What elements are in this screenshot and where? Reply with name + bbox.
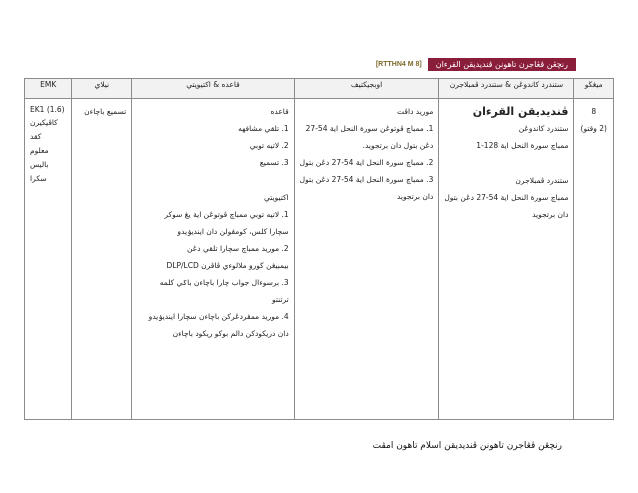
table-header-row <box>25 79 614 99</box>
header-objective: اوبجيكتيف <box>294 79 439 99</box>
page-header <box>376 58 576 71</box>
objective-item: 2. ممباچ سورة النحل اية 54-27 دڠن بتول <box>299 158 434 167</box>
activity-item: ترتنتو <box>271 295 289 304</box>
rule-title: قاعده <box>270 107 289 116</box>
rule-item: 1. تلقي مشافهه <box>238 124 289 133</box>
cell-standard <box>439 99 574 420</box>
rule-item: 3. تسميع <box>259 158 289 167</box>
activity-title: اكتيويتي <box>264 193 289 202</box>
lesson-plan-table <box>24 78 614 420</box>
sp-line-1: ممباچ سورة النحل اية 54-27 دڠن بتول <box>444 193 569 202</box>
sp-line-2: دان برتجويد <box>532 210 569 219</box>
activity-item: سچارا كلس، كومڤولن دان اينديۏيدو <box>177 227 289 236</box>
activity-item: 4. موريد ممڤردڠركن باچاءن سچارا اينديۏيدو <box>148 312 289 321</box>
objective-item: دڠن بتول دان برتجويد. <box>362 141 434 150</box>
document-code: [RTTHN4 M 8] <box>375 61 422 68</box>
activity-item: دان دريكودكن دالم بوكو ريكود باچاءن <box>172 329 289 338</box>
standard-heading: ڤنديديقن القرءان <box>472 105 569 118</box>
rule-item: 2. لاتيه توبي <box>249 141 289 150</box>
week-duration: (2 وقتو) <box>580 124 607 133</box>
header-values: نيلاي <box>72 79 132 99</box>
emk-line: سكرا <box>30 174 47 183</box>
emk-code: EK1 (1.6) <box>30 105 65 114</box>
header-standard: ستندرد كاندوڠن & ستندرد ڤمبلاجرن <box>439 79 574 99</box>
values-text: تسميع باچاءن <box>84 107 127 116</box>
objective-intro: موريد داڤت <box>397 107 434 116</box>
objective-item: دان برتجويد <box>396 192 434 201</box>
objective-item: 3. ممباچ سورة النحل اية 54-27 دڠن بتول <box>299 175 434 184</box>
objective-item: 1. ممباچ ڤوتوڠن سورة النحل اية 54-27 <box>305 124 434 133</box>
activity-item: 1. لاتيه توبي ممباچ ڤوتوڠن اية يڠ سوكر <box>164 210 289 219</box>
activity-item: 3. برسوءال جواب چارا باچاءن باݢي كلمه <box>159 278 289 287</box>
cell-week <box>574 99 614 420</box>
table-row <box>25 99 614 420</box>
document-title-banner: رنچڠن ڤڠاجرن تاهونن ڤنديديقن القرءان <box>428 58 576 71</box>
activity-item: 2. موريد ممباچ سچارا تلقي دڠن <box>187 244 289 253</box>
cell-objective <box>294 99 439 420</box>
header-week: ميڠڬو <box>574 79 614 99</box>
cell-emk <box>25 99 72 420</box>
page-footer: رنچڠن ڤڠاجرن تاهونن ڤنديديقن اسلام تاهون امڤت <box>372 441 562 451</box>
week-number: 8 <box>591 107 597 116</box>
emk-line: كاڤيكيرن كقد <box>30 118 58 141</box>
sk-text: ممباچ سورة النحل اية 128-1 <box>476 141 569 150</box>
sk-label: ستندرد كاندوڠن <box>518 124 569 133</box>
header-emk: EMK <box>25 79 72 99</box>
cell-activity <box>132 99 294 420</box>
cell-values <box>72 99 132 420</box>
emk-line: معلوم باليس <box>30 146 49 169</box>
sp-label: ستندرد ڤمبلاجرن <box>515 176 569 185</box>
header-activity: قاعده & اكتيويتي <box>132 79 294 99</box>
activity-item: بيمبيڠن ڬورو ملالوءي ڤاڤرن DLP/LCD <box>166 261 289 270</box>
